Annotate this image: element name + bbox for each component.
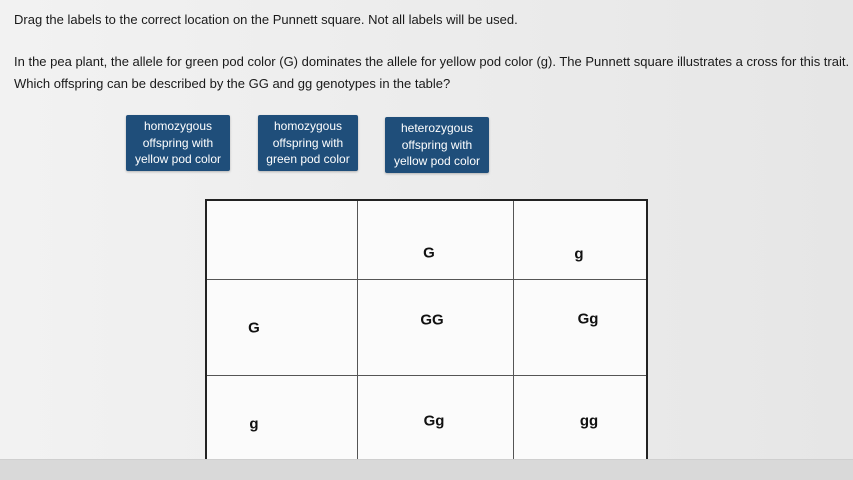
bottom-bar xyxy=(0,459,853,480)
cell-genotype-Gg-bottom: Gg xyxy=(423,412,445,430)
label-line: yellow pod color xyxy=(393,154,481,169)
label-line: offspring with xyxy=(142,135,214,150)
drag-label-heterozygous-yellow[interactable] xyxy=(385,117,489,173)
question-text: Which offspring can be described by the GG and gg genotypes in the table? xyxy=(14,76,451,91)
question-context-text: In the pea plant, the allele for green pod color (G) dominates the allele for yellow pod color (g). The Punnett square illustrates a cross for this trait. xyxy=(14,54,850,69)
dropzone-cell-Gg-top[interactable] xyxy=(514,280,646,375)
cell-genotype-Gg-top: Gg xyxy=(577,310,599,328)
instruction-text: Drag the labels to the correct location on the Punnett square. Not all labels will be used. xyxy=(14,12,518,27)
drag-label-homozygous-yellow[interactable] xyxy=(126,115,230,171)
column-header-G: G xyxy=(423,244,435,262)
drag-label-homozygous-green[interactable] xyxy=(258,115,358,171)
punnett-square xyxy=(205,199,648,461)
label-line: heterozygous xyxy=(400,121,474,136)
column-header-g: g xyxy=(574,245,584,263)
row-header-G: G xyxy=(248,319,260,337)
label-line: green pod color xyxy=(266,152,350,167)
label-line: offspring with xyxy=(401,137,473,152)
label-line: homozygous xyxy=(273,119,343,134)
label-line: homozygous xyxy=(143,119,213,134)
label-line: yellow pod color xyxy=(134,152,222,167)
cell-genotype-GG: GG xyxy=(420,311,444,329)
row-header-g: g xyxy=(249,415,259,433)
cell-genotype-gg: gg xyxy=(579,412,599,430)
label-line: offspring with xyxy=(272,135,344,150)
